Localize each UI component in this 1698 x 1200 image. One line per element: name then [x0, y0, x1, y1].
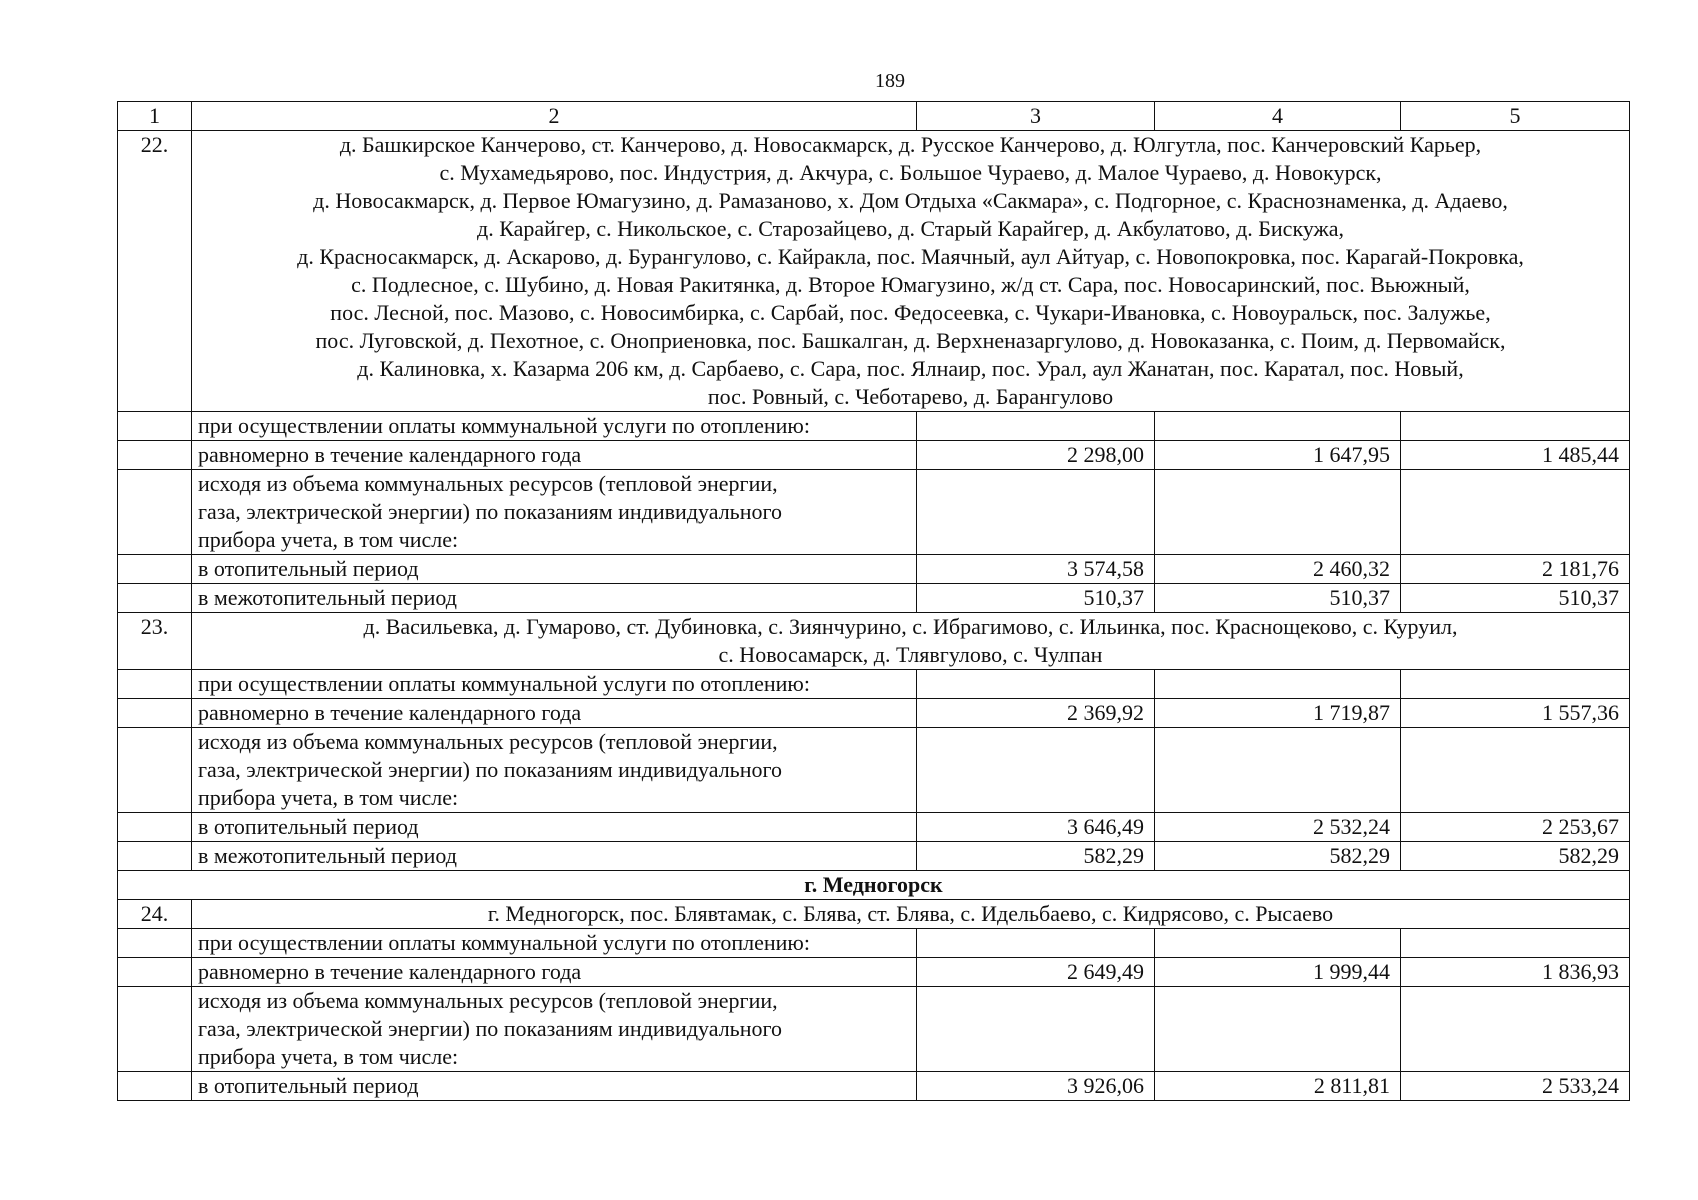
- value-col4: 1 647,95: [1155, 441, 1401, 470]
- value-col5: [1401, 470, 1630, 555]
- value-col5: 2 181,76: [1401, 555, 1630, 584]
- settlements-list: д. Васильевка, д. Гумарово, ст. Дубиновка, с. Зиянчурино, с. Ибрагимово, с. Ильинка, пос. Кpаснощеково, с. Куруил, с. Новосамарск, д. Тлявгулово, с. Чулпан: [192, 613, 1630, 670]
- value-col3: [917, 987, 1155, 1072]
- value-col3: 2 369,92: [917, 699, 1155, 728]
- value-col5: [1401, 728, 1630, 813]
- table-row: [118, 813, 1630, 842]
- number-cell: [118, 728, 192, 813]
- row-label: исходя из объема коммунальных ресурсов (тепловой энергии, газа, электрической энергии) по показаниям индивидуального прибора учета, в том числе:: [192, 987, 917, 1072]
- tariff-table: [117, 101, 1630, 1101]
- number-cell: [118, 1072, 192, 1101]
- number-cell: [118, 412, 192, 441]
- settlements-list: г. Медногорск, пос. Блявтамак, с. Блява, ст. Блява, с. Идельбаево, с. Кидрясово, с. Рысаево: [192, 900, 1630, 929]
- table-row: [118, 584, 1630, 613]
- row-label: при осуществлении оплаты коммунальной услуги по отоплению:: [192, 929, 917, 958]
- value-col3: [917, 412, 1155, 441]
- value-col3: [917, 728, 1155, 813]
- row-label: исходя из объема коммунальных ресурсов (тепловой энергии, газа, электрической энергии) по показаниям индивидуального прибора учета, в том числе:: [192, 728, 917, 813]
- value-col4: [1155, 412, 1401, 441]
- table-row: [118, 958, 1630, 987]
- section-number: 22.: [118, 131, 192, 412]
- table-row: [118, 670, 1630, 699]
- row-label: в межотопительный период: [192, 584, 917, 613]
- value-col5: 582,29: [1401, 842, 1630, 871]
- value-col3: 510,37: [917, 584, 1155, 613]
- section-header-row: [118, 613, 1630, 670]
- row-label: в отопительный период: [192, 1072, 917, 1101]
- value-col4: 2 532,24: [1155, 813, 1401, 842]
- table-row: [118, 842, 1630, 871]
- value-col3: 582,29: [917, 842, 1155, 871]
- value-col3: 3 646,49: [917, 813, 1155, 842]
- column-header: 3: [917, 102, 1155, 131]
- column-header: 4: [1155, 102, 1401, 131]
- number-cell: [118, 470, 192, 555]
- value-col5: [1401, 929, 1630, 958]
- row-label: в отопительный период: [192, 555, 917, 584]
- number-cell: [118, 555, 192, 584]
- value-col5: 1 485,44: [1401, 441, 1630, 470]
- row-label: в межотопительный период: [192, 842, 917, 871]
- city-heading-row: [118, 871, 1630, 900]
- table-row: [118, 728, 1630, 813]
- value-col4: [1155, 670, 1401, 699]
- city-heading: г. Медногорск: [118, 871, 1630, 900]
- section-number: 23.: [118, 613, 192, 670]
- table-row: [118, 441, 1630, 470]
- page-number: 189: [875, 70, 905, 92]
- table-row: [118, 987, 1630, 1072]
- number-cell: [118, 958, 192, 987]
- column-header: 2: [192, 102, 917, 131]
- value-col4: 1 999,44: [1155, 958, 1401, 987]
- value-col4: [1155, 470, 1401, 555]
- column-header: 1: [118, 102, 192, 131]
- row-label: равномерно в течение календарного года: [192, 441, 917, 470]
- value-col3: 3 926,06: [917, 1072, 1155, 1101]
- table-row: [118, 1072, 1630, 1101]
- number-cell: [118, 929, 192, 958]
- value-col5: [1401, 987, 1630, 1072]
- value-col3: 2 649,49: [917, 958, 1155, 987]
- value-col3: [917, 470, 1155, 555]
- value-col4: 2 460,32: [1155, 555, 1401, 584]
- number-cell: [118, 813, 192, 842]
- column-header: 5: [1401, 102, 1630, 131]
- value-col3: 3 574,58: [917, 555, 1155, 584]
- value-col4: [1155, 728, 1401, 813]
- value-col3: 2 298,00: [917, 441, 1155, 470]
- row-label: исходя из объема коммунальных ресурсов (тепловой энергии, газа, электрической энергии) по показаниям индивидуального прибора учета, в том числе:: [192, 470, 917, 555]
- table-row: [118, 929, 1630, 958]
- row-label: в отопительный период: [192, 813, 917, 842]
- row-label: при осуществлении оплаты коммунальной услуги по отоплению:: [192, 670, 917, 699]
- section-header-row: [118, 131, 1630, 412]
- value-col3: [917, 670, 1155, 699]
- value-col5: 1 557,36: [1401, 699, 1630, 728]
- value-col5: 510,37: [1401, 584, 1630, 613]
- section-number: 24.: [118, 900, 192, 929]
- number-cell: [118, 584, 192, 613]
- value-col4: [1155, 987, 1401, 1072]
- settlements-list: д. Башкирское Канчерово, ст. Канчерово, д. Новосакмарск, д. Русское Канчерово, д. Юлгутла, пос. Канчеровский Карьер, с. Мухамедьярово, пос. Индустрия, д. Акчура, с. Большое Чураево, д. Малое Чураево, д. Новокурск, д. Новосакмарск, д. Первое Юмагузино, д. Рамазаново, х. Дом Отдыха «Сакмара», с. Подгорное, с. Краснознаменка, д. Адаево, д. Карайгер, с. Никольское, с. Старозайцево, д. Старый Карайгер, д. Акбулатово, д. Бискужа, д. Красносакмарск, д. Аскарово, д. Бурангулово, с. Кайракла, пос. Маячный, аул Айтуар, с. Новопокровка, пос. Карагай-Покровка, с. Подлесное, с. Шубино, д. Новая Ракитянка, д. Второе Юмагузино, ж/д ст. Сара, пос. Новосаринский, пос. Вьюжный, пос. Лесной, пос. Мазово, с. Новосимбирка, с. Сарбай, пос. Федосеевка, с. Чукари-Ивановка, с. Новоуральск, пос. Залужье, пос. Луговской, д. Пехотное, с. Оноприеновка, пос. Башкалган, д. Верхненазаргулово, д. Новоказанка, с. Поим, д. Первомайск, д. Калиновка, х. Казарма 206 км, д. Сарбаево, с. Сара, пос. Ялнаир, пос. Урал, аул Жанатан, пос. Каратал, пос. Новый, пос. Ровный, с. Чеботарево, д. Барангулово: [192, 131, 1630, 412]
- value-col4: 582,29: [1155, 842, 1401, 871]
- value-col5: [1401, 670, 1630, 699]
- table-row: [118, 412, 1630, 441]
- value-col5: 2 253,67: [1401, 813, 1630, 842]
- number-cell: [118, 670, 192, 699]
- value-col3: [917, 929, 1155, 958]
- value-col5: 1 836,93: [1401, 958, 1630, 987]
- value-col4: 2 811,81: [1155, 1072, 1401, 1101]
- table-row: [118, 470, 1630, 555]
- row-label: при осуществлении оплаты коммунальной услуги по отоплению:: [192, 412, 917, 441]
- number-cell: [118, 842, 192, 871]
- table-row: [118, 699, 1630, 728]
- value-col4: 1 719,87: [1155, 699, 1401, 728]
- value-col5: [1401, 412, 1630, 441]
- table-row: [118, 555, 1630, 584]
- value-col5: 2 533,24: [1401, 1072, 1630, 1101]
- row-label: равномерно в течение календарного года: [192, 699, 917, 728]
- value-col4: [1155, 929, 1401, 958]
- column-header-row: [118, 102, 1630, 131]
- section-header-row: [118, 900, 1630, 929]
- value-col4: 510,37: [1155, 584, 1401, 613]
- number-cell: [118, 699, 192, 728]
- number-cell: [118, 441, 192, 470]
- number-cell: [118, 987, 192, 1072]
- row-label: равномерно в течение календарного года: [192, 958, 917, 987]
